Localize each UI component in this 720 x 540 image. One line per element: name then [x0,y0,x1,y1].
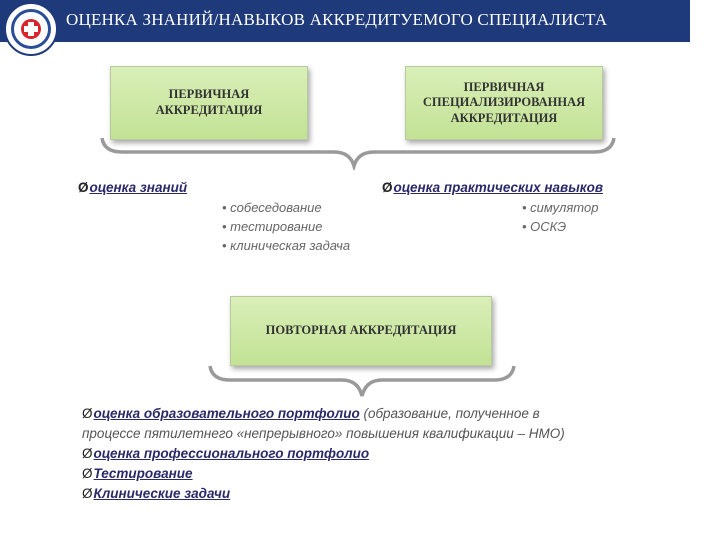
red-cross-icon [20,18,42,40]
skills-assessment-heading: Øоценка практических навыков [382,180,603,195]
list-item: Øоценка профессионального портфолио [82,446,370,461]
list-item: ØКлинические задачи [82,486,231,501]
header-bar [0,0,690,42]
repeat-accreditation-box: ПОВТОРНАЯ АККРЕДИТАЦИЯ [230,296,492,366]
medical-cross-emblem-icon [4,2,58,56]
arrow-bullet-icon: Ø [78,180,89,195]
list-item: • тестирование [222,219,323,234]
primary-accreditation-box: ПЕРВИЧНАЯ АККРЕДИТАЦИЯ [110,66,308,140]
arrow-bullet-icon: Ø [382,180,393,195]
arrow-bullet-icon: Ø [82,406,93,421]
skills-methods-list [522,200,598,238]
list-item: • собеседование [222,200,322,215]
list-item-continuation: процессе пятилетнего «непрерывного» повышения квалификации – НМО) [82,426,565,441]
list-item: ØТестирование [82,466,193,481]
list-item: Øоценка образовательного портфолио (образование, полученное в [82,406,540,421]
page-title: ОЦЕНКА ЗНАНИЙ/НАВЫКОВ АККРЕДИТУЕМОГО СПЕЦИАЛИСТА [66,10,608,29]
arrow-bullet-icon: Ø [82,446,93,461]
arrow-bullet-icon: Ø [82,466,93,481]
bottom-brace [206,364,518,400]
repeat-accreditation-criteria [82,404,702,504]
list-item: • симулятор [522,200,599,215]
arrow-bullet-icon: Ø [82,486,93,501]
list-item: • ОСКЭ [522,219,567,234]
list-item: • клиническая задача [222,238,351,253]
specialized-accreditation-box: ПЕРВИЧНАЯ СПЕЦИАЛИЗИРОВАННАЯ АККРЕДИТАЦИЯ [405,66,603,140]
top-brace [98,136,618,170]
knowledge-assessment-heading: Øоценка знаний [78,180,188,195]
knowledge-methods-list [222,200,350,257]
